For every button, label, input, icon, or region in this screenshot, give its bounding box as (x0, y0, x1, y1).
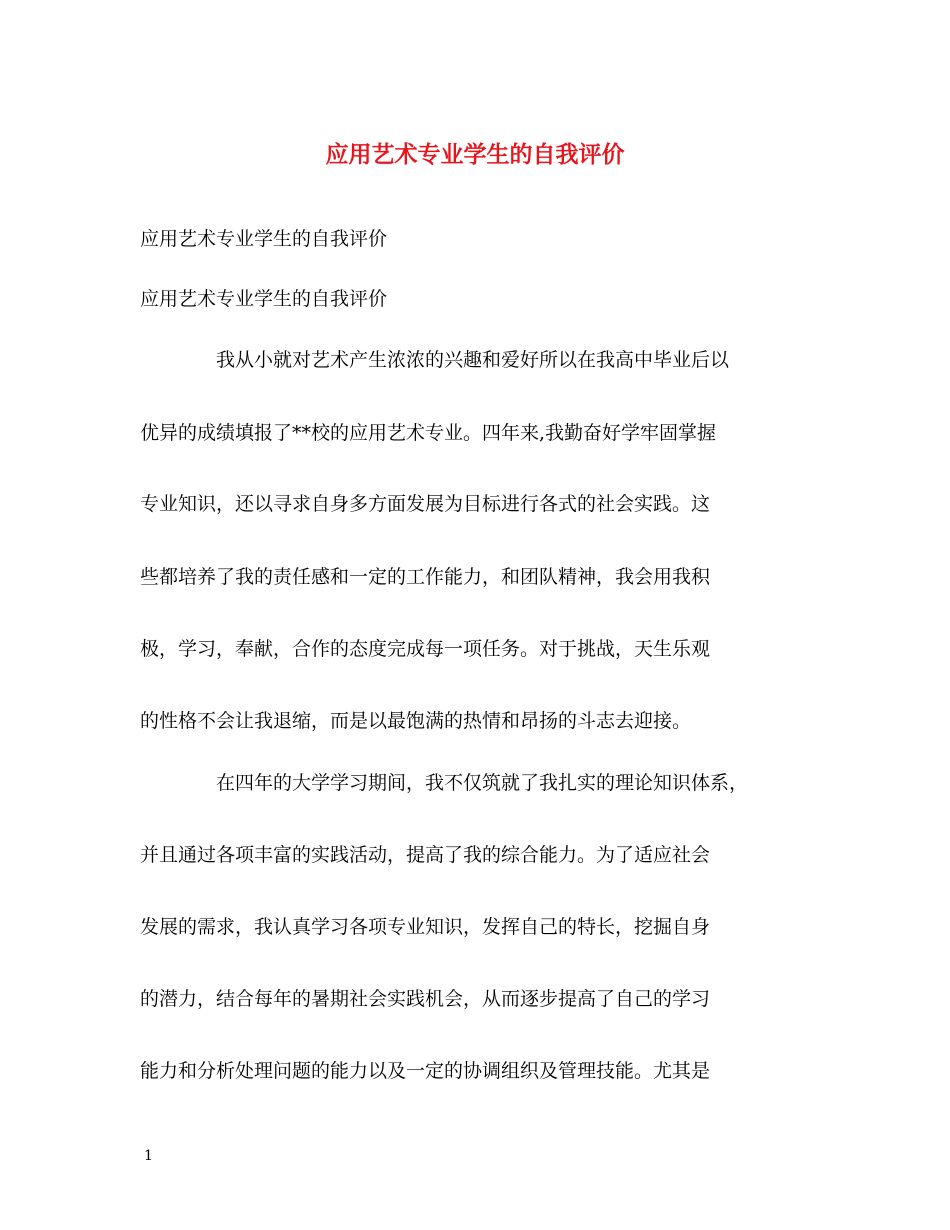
paragraph-line: 我从小就对艺术产生浓浓的兴趣和爱好所以在我高中毕业后以 (216, 349, 730, 371)
paragraph-line: 能力和分析处理问题的能力以及一定的协调组织及管理技能。尤其是 (140, 1060, 711, 1082)
paragraph-line: 优异的成绩填报了**校的应用艺术专业。四年来,我勤奋好学牢固掌握 (140, 422, 717, 444)
paragraph-line: 的潜力，结合每年的暑期社会实践机会，从而逐步提高了自己的学习 (140, 988, 711, 1010)
page-number: 1 (144, 1148, 153, 1164)
paragraph-line: 专业知识，还以寻求自身多方面发展为目标进行各式的社会实践。这 (140, 493, 711, 515)
paragraph-line: 极，学习，奉献，合作的态度完成每一项任务。对于挑战，天生乐观 (140, 638, 711, 660)
document-title: 应用艺术专业学生的自我评价 (325, 141, 625, 168)
paragraph-line: 发展的需求，我认真学习各项专业知识，发挥自己的特长，挖掘自身 (140, 916, 711, 938)
document-subtitle-1: 应用艺术专业学生的自我评价 (140, 228, 388, 250)
paragraph-line: 并且通过各项丰富的实践活动，提高了我的综合能力。为了适应社会 (140, 844, 711, 866)
paragraph-line: 些都培养了我的责任感和一定的工作能力，和团队精神，我会用我积 (140, 566, 711, 588)
document-subtitle-2: 应用艺术专业学生的自我评价 (140, 288, 388, 310)
paragraph-line: 在四年的大学学习期间，我不仅筑就了我扎实的理论知识体系， (216, 772, 749, 794)
paragraph-line: 的性格不会让我退缩，而是以最饱满的热情和昂扬的斗志去迎接。 (140, 710, 692, 732)
